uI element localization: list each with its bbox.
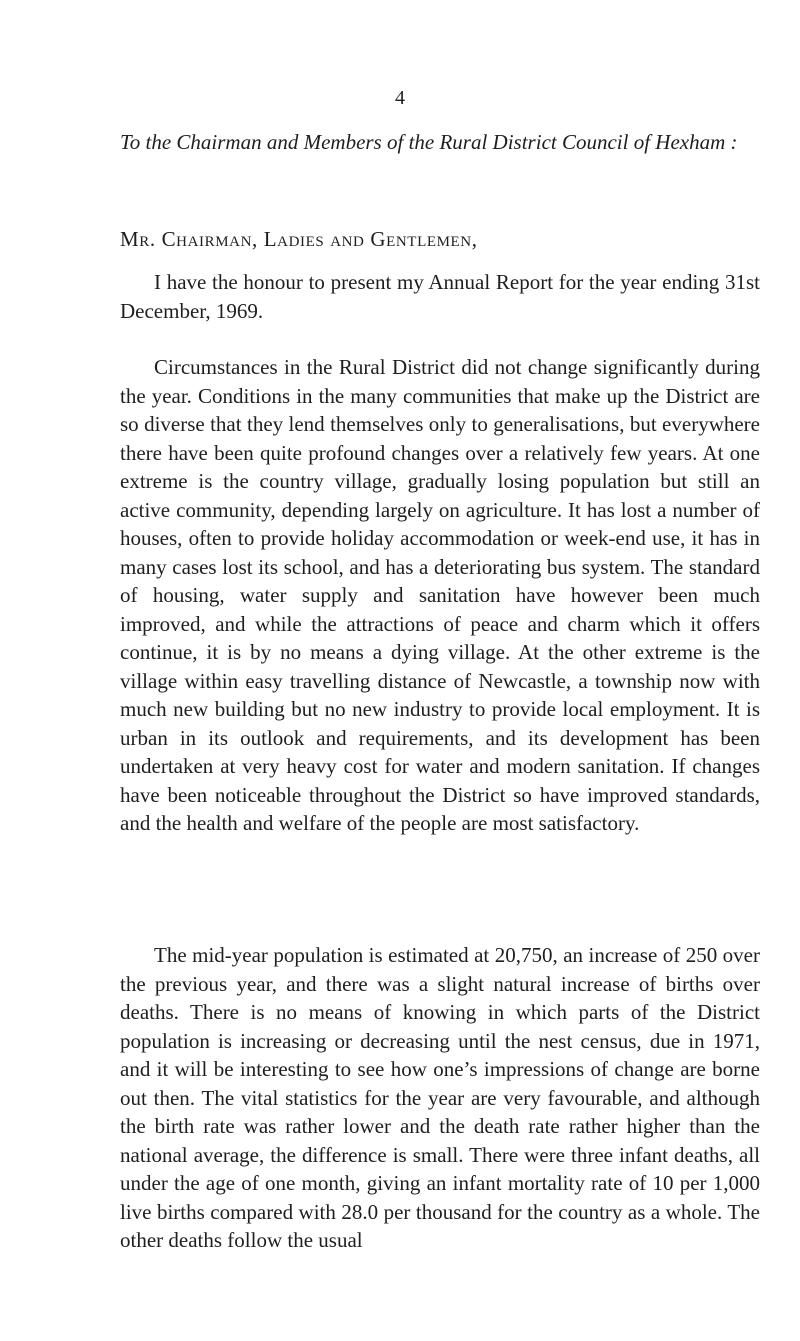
paragraph-circumstances: Circumstances in the Rural District did not change significantly during the year. Conditions in the many communities that make up the District are so diverse that they lend themselves only to generalisations, but everywhere there have been quite profound changes over a relatively few years. At one extreme is the country village, gradually losing population but still an active community, depending largely on agriculture. It has lost a number of houses, often to provide holiday accommodation or week-end use, it has in many cases lost its school, and has a deteriorating bus system. The standard of housing, water supply and sanitation have however been much improved, and while the attractions of peace and charm which it offers continue, it is by no means a dying village. At the other extreme is the village within easy travelling distance of Newcastle, a township now with much new building but no new industry to provide local employment. It is urban in its outlook and requirements, and its development has been undertaken at very heavy cost for water and modern sanitation. If changes have been noticeable throughout the District so have improved standards, and the health and welfare of the people are most satisfactory. xyxy=(120,355,760,835)
page-number: 4 xyxy=(395,87,405,109)
paragraph-report-intro: I have the honour to present my Annual Report for the year ending 31st December, 1969. xyxy=(120,270,760,323)
address-line: To the Chairman and Members of the Rural District Council of Hexham : xyxy=(120,130,738,154)
salutation: Mr. Chairman, Ladies and Gentlemen, xyxy=(120,227,478,251)
paragraph-population: The mid-year population is estimated at 20,750, an increase of 250 over the previous year, and there was a slight natural increase of births over deaths. There is no means of knowing in which parts of the District population is increasing or decreasing until the nest census, due in 1971, and it will be interesting to see how one’s impressions of change are borne out then. The vital statistics for the year are very favourable, and although the birth rate was rather lower and the death rate rather higher than the national average, the difference is small. There were three infant deaths, all under the age of one month, giving an infant mortality rate of 10 per 1,000 live births compared with 28.0 per thousand for the country as a whole. The other deaths follow the usual xyxy=(120,943,760,1252)
